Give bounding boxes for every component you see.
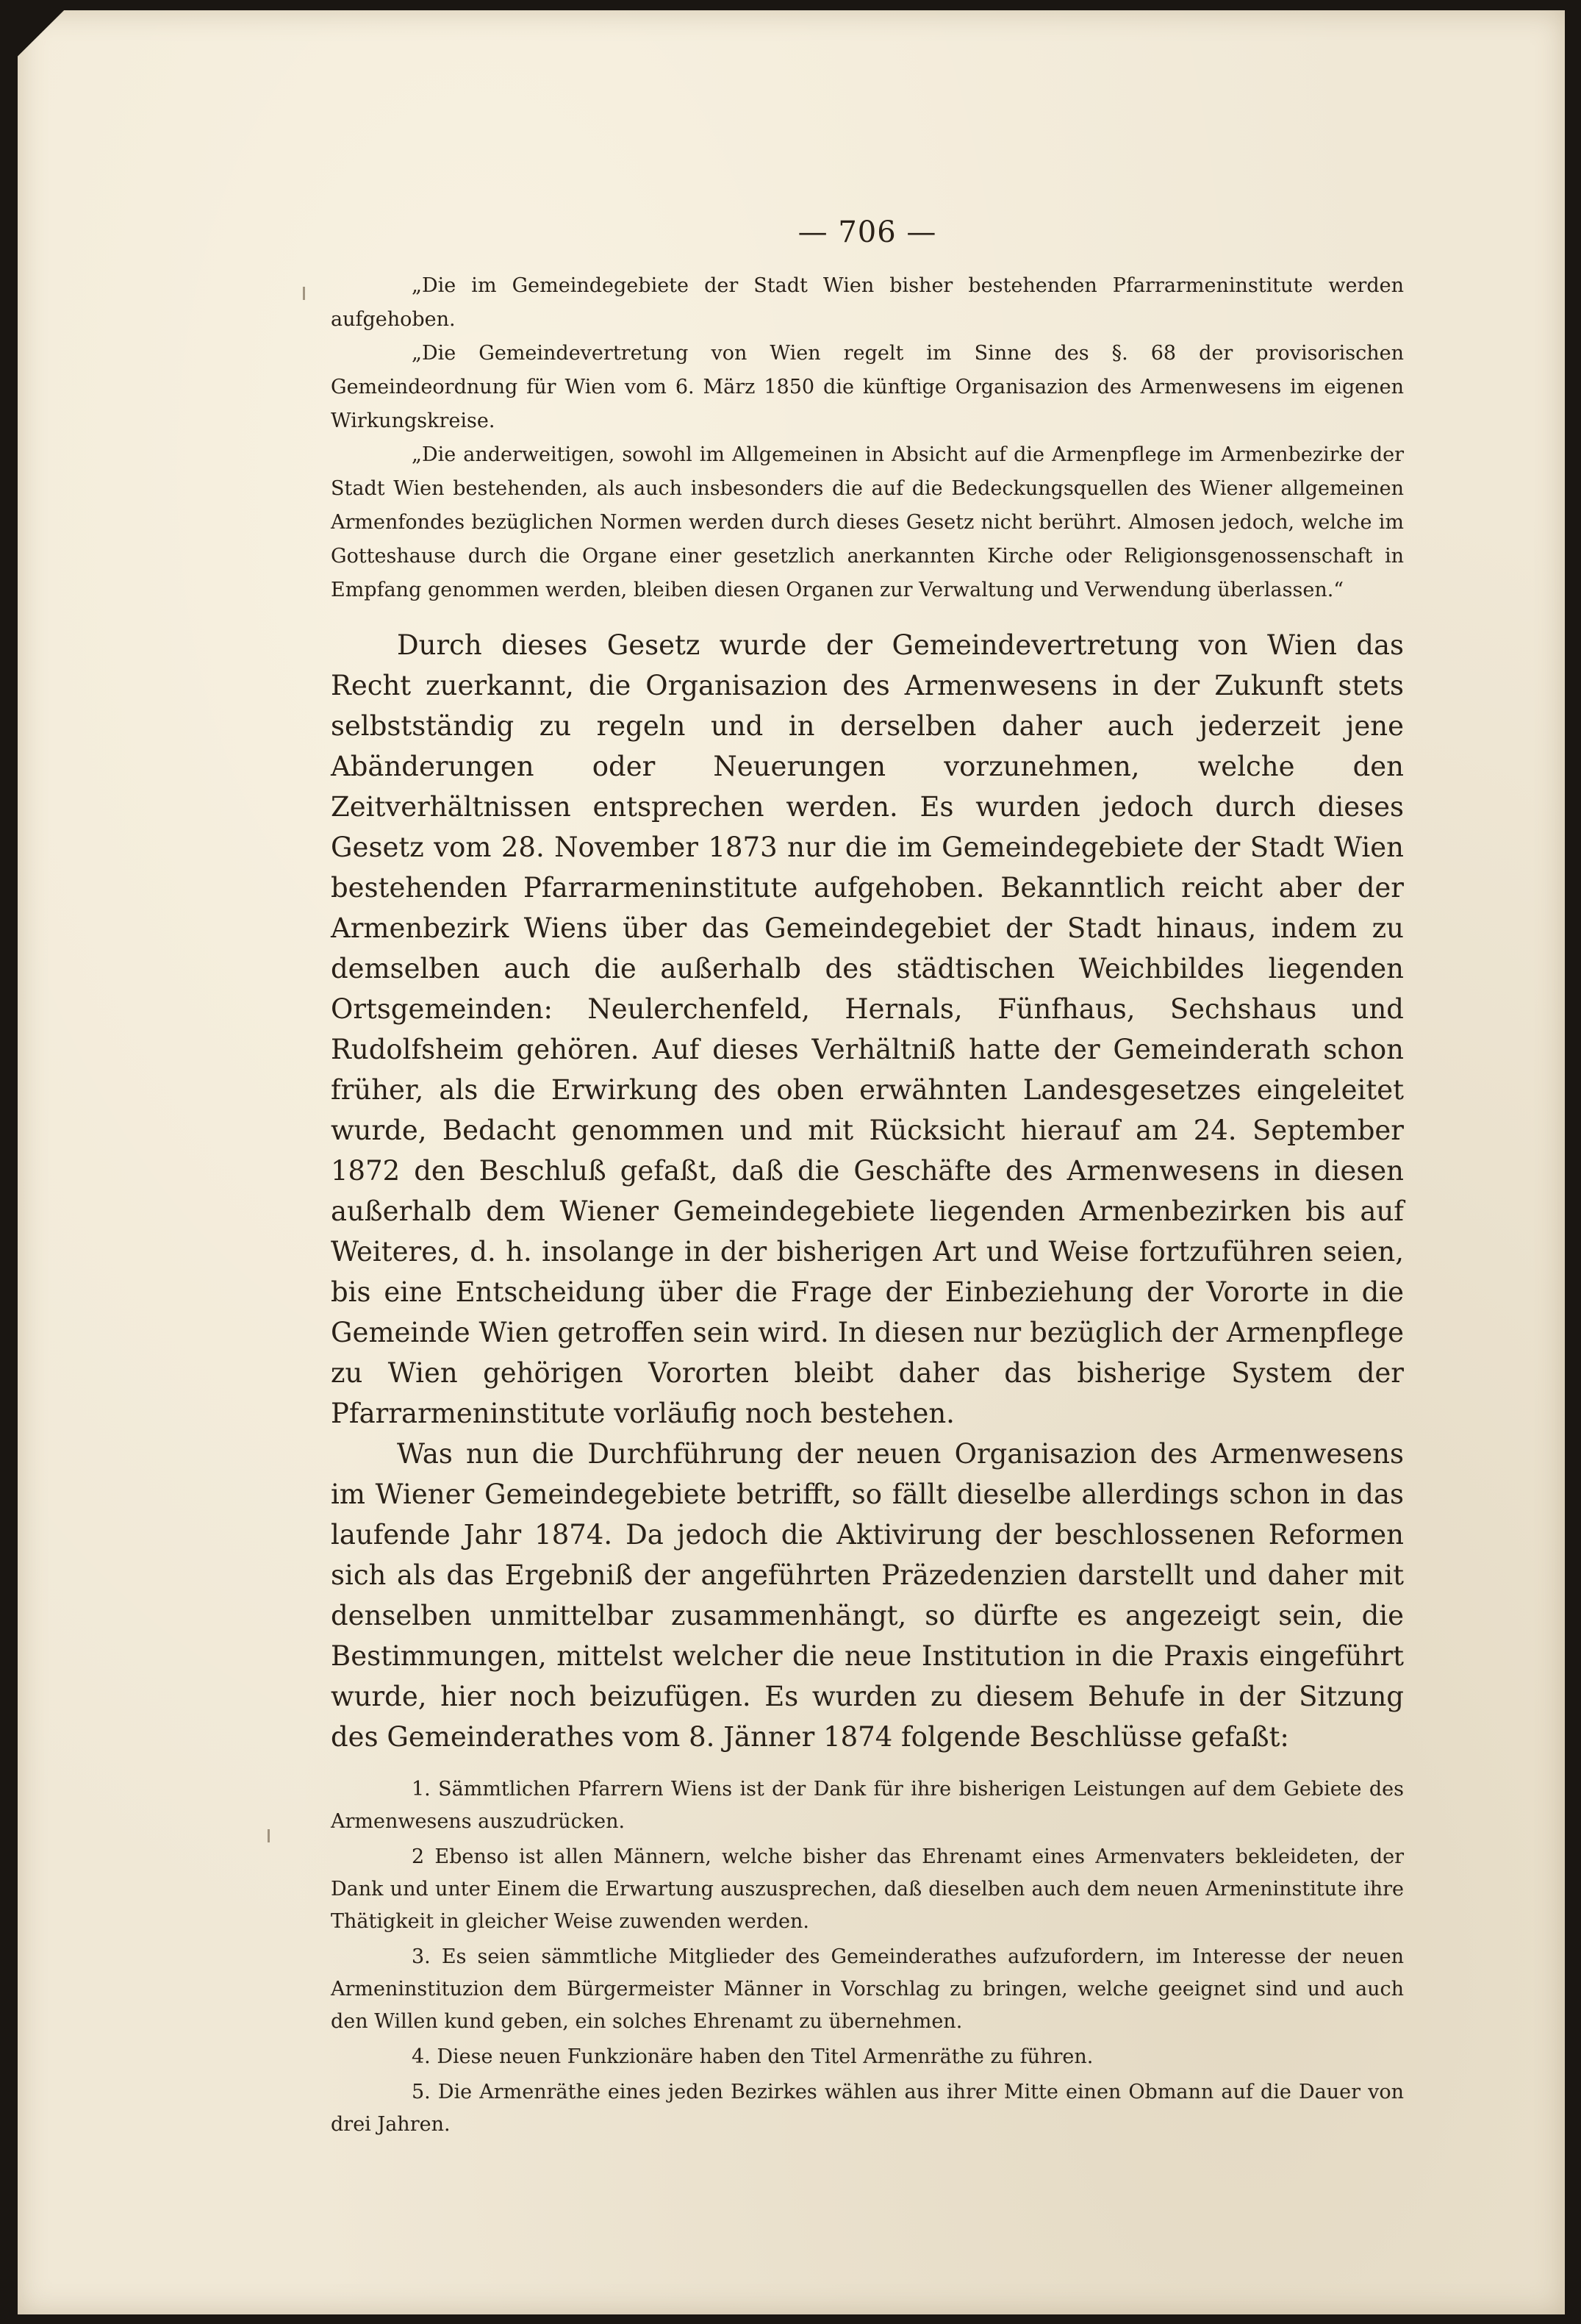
resolution-list bbox=[331, 1773, 1404, 2141]
main-text bbox=[331, 625, 1404, 1757]
resolution-item: 3. Es seien sämmtliche Mitglieder des Gemeinderathes aufzufordern, im Interesse der neuen Armeninstituzion dem Bürgermeister Männer in Vorschlag zu bringen, welche geeignet sind und auch den Willen kund geben, ein solches Ehrenamt zu übernehmen. bbox=[331, 1945, 1404, 2033]
resolution-item: 4. Diese neuen Funkzionäre haben den Titel Armenräthe zu führen. bbox=[412, 2045, 1094, 2068]
document-body bbox=[331, 206, 1404, 2144]
resolution-item: 2 Ebenso ist allen Männern, welche bisher das Ehrenamt eines Armenvaters bekleideten, der Dank und unter Einem die Erwartung auszusprechen, daß dieselben auch dem neuen Armeninstitute ihre Thätigkeit in gleicher Weise zuwenden werden. bbox=[331, 1845, 1404, 1933]
law-quote bbox=[331, 269, 1404, 607]
page-number: — 706 — bbox=[797, 215, 937, 249]
quote-paragraph: „Die im Gemeindegebiete der Stadt Wien bisher bestehenden Pfarrarmeninstitute werden aufgehoben. bbox=[331, 274, 1404, 331]
margin-mark bbox=[303, 287, 305, 300]
quote-paragraph: „Die Gemeindevertretung von Wien regelt im Sinne des §. 68 der provisorischen Gemeindeordnung für Wien vom 6. März 1850 die künftige Organisazion des Armenwesens im eigenen Wirkungskreise. bbox=[331, 342, 1404, 432]
body-paragraph: Durch dieses Gesetz wurde der Gemeindevertretung von Wien das Recht zuerkannt, die Organisazion des Armenwesens in der Zukunft stets selbstständig zu regeln und in derselben daher auch jederzeit jene Abänderungen oder Neuerungen vorzunehmen, welche den Zeitverhältnissen entsprechen werden. Es wurden jedoch durch dieses Gesetz vom 28. November 1873 nur die im Gemeindegebiete der Stadt Wien bestehenden Pfarrarmeninstitute aufgehoben. Bekanntlich reicht aber der Armenbezirk Wiens über das Gemeindegebiet der Stadt hinaus, indem zu demselben auch die außerhalb des städtischen Weichbildes liegenden Ortsgemeinden: Neulerchenfeld, Hernals, Fünfhaus, Sechshaus und Rudolfsheim gehören. Auf dieses Verhältniß hatte der Gemeinderath schon früher, als die Erwirkung des oben erwähnten Landesgesetzes eingeleitet wurde, Bedacht genommen und mit Rücksicht hierauf am 24. September 1872 den Beschluß gefaßt, daß die Geschäfte des Armenwesens in diesen außerhalb dem Wiener Gemeindegebiete liegenden Armenbezirken bis auf Weiteres, d. h. insolange in der bisherigen Art und Weise fortzuführen seien, bis eine Entscheidung über die Frage der Einbeziehung der Vororte in die Gemeinde Wien getroffen sein wird. In diesen nur bezüglich der Armenpflege zu Wien gehörigen Vororten bleibt daher das bisherige System der Pfarrarmeninstitute vorläufig noch bestehen. bbox=[331, 629, 1404, 1429]
margin-mark bbox=[268, 1829, 270, 1842]
resolution-item: 5. Die Armenräthe eines jeden Bezirkes wählen aus ihrer Mitte einen Obmann auf die Dauer von drei Jahren. bbox=[331, 2081, 1404, 2136]
quote-paragraph: „Die anderweitigen, sowohl im Allgemeinen in Absicht auf die Armenpflege im Armenbezirke der Stadt Wien bestehenden, als auch insbesonders die auf die Bedeckungsquellen des Wiener allgemeinen Armenfondes bezüglichen Normen werden durch dieses Gesetz nicht berührt. Almosen jedoch, welche im Gotteshause durch die Organe einer gesetzlich anerkannten Kirche oder Religionsgenossenschaft in Empfang genommen werden, bleiben diesen Organen zur Verwaltung und Verwendung überlassen.“ bbox=[331, 443, 1404, 601]
body-paragraph: Was nun die Durchführung der neuen Organisazion des Armenwesens im Wiener Gemeindegebiete betrifft, so fällt dieselbe allerdings schon in das laufende Jahr 1874. Da jedoch die Aktivirung der beschlossenen Reformen sich als das Ergebniß der angeführten Präzedenzien darstellt und daher mit denselben unmittelbar zusammenhängt, so dürfte es angezeigt sein, die Bestimmungen, mittelst welcher die neue Institution in die Praxis eingeführt wurde, hier noch beizufügen. Es wurden zu diesem Behufe in der Sitzung des Gemeinderathes vom 8. Jänner 1874 folgende Beschlüsse gefaßt: bbox=[331, 1438, 1404, 1753]
resolution-item: 1. Sämmtlichen Pfarrern Wiens ist der Dank für ihre bisherigen Leistungen auf dem Gebiete des Armenwesens auszudrücken. bbox=[331, 1778, 1404, 1833]
